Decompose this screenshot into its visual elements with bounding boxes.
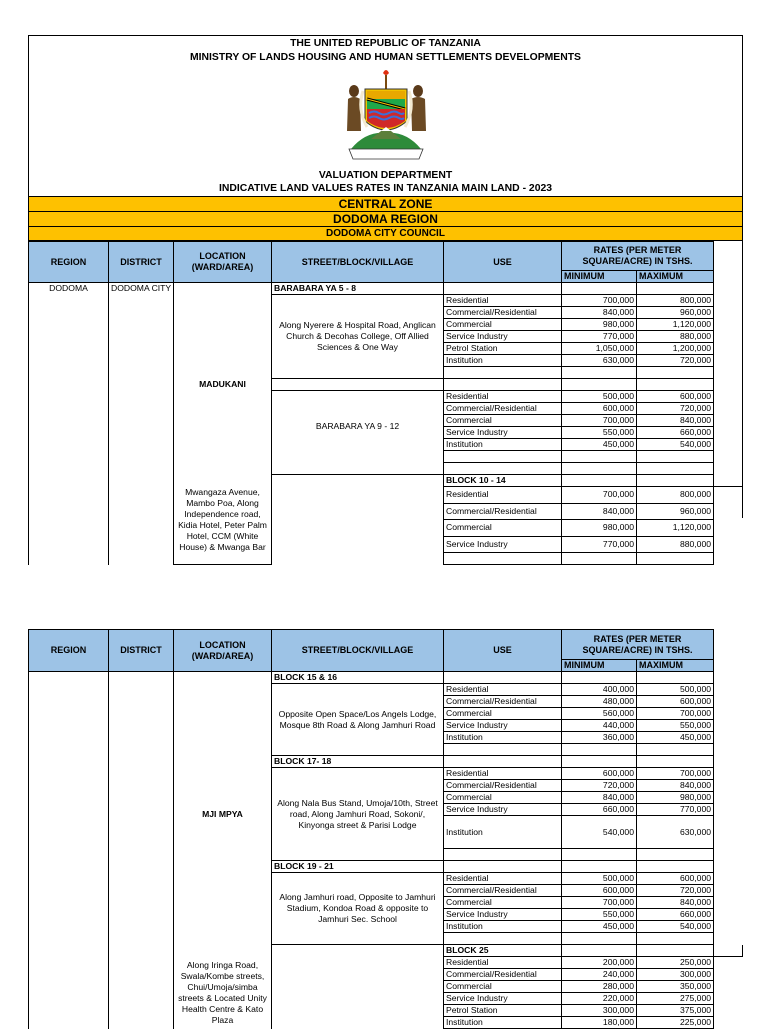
max-cell: 1,200,000 — [637, 343, 714, 355]
street-header: STREET/BLOCK/VILLAGE — [272, 242, 444, 283]
use-cell: Service Industry — [444, 536, 562, 553]
use-cell: Petrol Station — [444, 343, 562, 355]
council-band: DODOMA CITY COUNCIL — [28, 226, 743, 241]
use-cell: Service Industry — [444, 993, 562, 1005]
use-cell: Commercial — [444, 981, 562, 993]
min-cell: 240,000 — [562, 969, 637, 981]
use-cell: Institution — [444, 1017, 562, 1029]
max-cell: 840,000 — [637, 897, 714, 909]
use-cell: Residential — [444, 391, 562, 403]
max-cell: 350,000 — [637, 981, 714, 993]
rates-header: RATES (PER METER SQUARE/ACRE) IN TSHS. — [562, 242, 714, 271]
min-cell: 550,000 — [562, 909, 637, 921]
min-cell: 770,000 — [562, 331, 637, 343]
use-cell: Commercial/Residential — [444, 503, 562, 520]
max-cell: 450,000 — [637, 732, 714, 744]
district-header: DISTRICT — [109, 630, 174, 672]
min-cell: 1,050,000 — [562, 343, 637, 355]
block-description: Opposite Open Space/Los Angels Lodge, Mosque 8th Road & Along Jamhuri Road — [272, 684, 444, 756]
rates-header: RATES (PER METER SQUARE/ACRE) IN TSHS. — [562, 630, 714, 660]
use-cell: Commercial/Residential — [444, 696, 562, 708]
use-cell: Institution — [444, 921, 562, 933]
max-cell: 840,000 — [637, 780, 714, 792]
use-cell: Commercial — [444, 415, 562, 427]
max-cell: 600,000 — [637, 873, 714, 885]
max-cell: 540,000 — [637, 921, 714, 933]
location-header: LOCATION (WARD/AREA) — [174, 630, 272, 672]
use-cell: Residential — [444, 487, 562, 504]
max-cell: 720,000 — [637, 885, 714, 897]
min-cell: 840,000 — [562, 503, 637, 520]
region-cell: DODOMA — [29, 283, 109, 565]
use-cell: Residential — [444, 768, 562, 780]
use-cell: Commercial/Residential — [444, 969, 562, 981]
use-cell: Service Industry — [444, 427, 562, 439]
use-cell: Commercial/Residential — [444, 780, 562, 792]
min-cell: 200,000 — [562, 957, 637, 969]
min-cell: 480,000 — [562, 696, 637, 708]
max-cell: 540,000 — [637, 439, 714, 451]
use-cell: Service Industry — [444, 331, 562, 343]
ministry-title: MINISTRY OF LANDS HOUSING AND HUMAN SETTLEMENTS DEVELOPMENTS — [189, 52, 581, 63]
maximum-header: MAXIMUM — [637, 660, 714, 672]
use-cell: Residential — [444, 295, 562, 307]
max-cell: 800,000 — [637, 487, 714, 504]
block-title: BARABARA YA 5 - 8 — [272, 283, 444, 295]
use-header: USE — [444, 242, 562, 283]
min-cell: 700,000 — [562, 415, 637, 427]
use-cell: Institution — [444, 816, 562, 849]
zone-band: CENTRAL ZONE — [28, 196, 743, 211]
use-cell: Commercial — [444, 708, 562, 720]
use-cell: Service Industry — [444, 720, 562, 732]
minimum-header: MINIMUM — [562, 660, 637, 672]
block-description: Along Iringa Road, Swala/Kombe streets, Chui/Umoja/simba streets & Located Unity Health Centre & Kato Plaza — [174, 957, 272, 1029]
department-title: VALUATION DEPARTMENT — [318, 170, 453, 181]
max-cell: 880,000 — [637, 331, 714, 343]
max-cell: 250,000 — [637, 957, 714, 969]
min-cell: 700,000 — [562, 295, 637, 307]
max-cell: 660,000 — [637, 909, 714, 921]
max-cell: 1,120,000 — [637, 319, 714, 331]
min-cell: 720,000 — [562, 780, 637, 792]
min-cell: 360,000 — [562, 732, 637, 744]
min-cell: 540,000 — [562, 816, 637, 849]
max-cell: 720,000 — [637, 403, 714, 415]
use-cell: Petrol Station — [444, 1005, 562, 1017]
max-cell: 550,000 — [637, 720, 714, 732]
min-cell: 980,000 — [562, 520, 637, 537]
rates-table-page-one — [28, 241, 743, 565]
block-description: Along Nyerere & Hospital Road, Anglican Church & Decohas College, Off Allied Sciences & One Way — [272, 295, 444, 379]
max-cell: 630,000 — [637, 816, 714, 849]
max-cell: 770,000 — [637, 804, 714, 816]
maximum-header: MAXIMUM — [637, 271, 714, 283]
use-cell: Service Industry — [444, 804, 562, 816]
max-cell: 700,000 — [637, 708, 714, 720]
min-cell: 600,000 — [562, 768, 637, 780]
min-cell: 550,000 — [562, 427, 637, 439]
min-cell: 300,000 — [562, 1005, 637, 1017]
block-title: BLOCK 15 & 16 — [272, 672, 444, 684]
republic-title: THE UNITED REPUBLIC OF TANZANIA — [290, 38, 481, 49]
use-cell: Institution — [444, 355, 562, 367]
page-one — [28, 35, 743, 565]
rates-table-page-two — [28, 629, 743, 1029]
max-cell: 375,000 — [637, 1005, 714, 1017]
min-cell: 450,000 — [562, 439, 637, 451]
max-cell: 960,000 — [637, 307, 714, 319]
max-cell: 600,000 — [637, 391, 714, 403]
max-cell: 840,000 — [637, 415, 714, 427]
block-description: Mwangaza Avenue, Mambo Poa, Along Independence road, Kidia Hotel, Peter Palm Hotel, CCM (White House) & Mwanga Bar — [174, 487, 272, 553]
min-cell: 600,000 — [562, 885, 637, 897]
use-cell: Commercial/Residential — [444, 307, 562, 319]
region-header: REGION — [29, 630, 109, 672]
district-header: DISTRICT — [109, 242, 174, 283]
use-cell: Service Industry — [444, 909, 562, 921]
page-two — [28, 629, 743, 1029]
min-cell: 700,000 — [562, 897, 637, 909]
use-cell: Residential — [444, 873, 562, 885]
block-description: Along Jamhuri road, Opposite to Jamhuri Stadium, Kondoa Road & opposite to Jamhuri Sec. School — [272, 873, 444, 945]
use-cell: Residential — [444, 684, 562, 696]
max-cell: 1,120,000 — [637, 520, 714, 537]
min-cell: 560,000 — [562, 708, 637, 720]
use-cell: Residential — [444, 957, 562, 969]
max-cell: 275,000 — [637, 993, 714, 1005]
block-title: BLOCK 25 — [444, 945, 562, 957]
min-cell: 600,000 — [562, 403, 637, 415]
use-cell: Commercial/Residential — [444, 403, 562, 415]
max-cell: 600,000 — [637, 696, 714, 708]
max-cell: 700,000 — [637, 768, 714, 780]
min-cell: 700,000 — [562, 487, 637, 504]
max-cell: 800,000 — [637, 295, 714, 307]
min-cell: 450,000 — [562, 921, 637, 933]
block-title: BLOCK 19 - 21 — [272, 861, 444, 873]
document-subtitle: INDICATIVE LAND VALUES RATES IN TANZANIA MAIN LAND - 2023 — [218, 183, 553, 194]
use-header: USE — [444, 630, 562, 672]
use-cell: Commercial — [444, 319, 562, 331]
min-cell: 400,000 — [562, 684, 637, 696]
max-cell: 225,000 — [637, 1017, 714, 1029]
district-cell: DODOMA CITY — [109, 283, 174, 565]
min-cell: 180,000 — [562, 1017, 637, 1029]
min-cell: 660,000 — [562, 804, 637, 816]
max-cell: 880,000 — [637, 536, 714, 553]
location-header: LOCATION (WARD/AREA) — [174, 242, 272, 283]
min-cell: 980,000 — [562, 319, 637, 331]
max-cell: 720,000 — [637, 355, 714, 367]
min-cell: 440,000 — [562, 720, 637, 732]
block-title: BLOCK 10 - 14 — [444, 475, 562, 487]
min-cell: 220,000 — [562, 993, 637, 1005]
min-cell: 630,000 — [562, 355, 637, 367]
use-cell: Commercial — [444, 520, 562, 537]
min-cell: 280,000 — [562, 981, 637, 993]
block-title: BLOCK 17- 18 — [272, 756, 444, 768]
block-description: Along Nala Bus Stand, Umoja/10th, Street road, Along Jamhuri Road, Sokoni/, Kinyonga street & Parisi Lodge — [272, 768, 444, 861]
use-cell: Commercial — [444, 792, 562, 804]
ward-cell: MADUKANI — [174, 283, 272, 487]
min-cell: 840,000 — [562, 792, 637, 804]
max-cell: 500,000 — [637, 684, 714, 696]
region-band: DODOMA REGION — [28, 211, 743, 226]
use-cell: Commercial/Residential — [444, 885, 562, 897]
min-cell: 840,000 — [562, 307, 637, 319]
max-cell: 660,000 — [637, 427, 714, 439]
minimum-header: MINIMUM — [562, 271, 637, 283]
min-cell: 500,000 — [562, 391, 637, 403]
use-cell: Institution — [444, 439, 562, 451]
use-cell: Commercial — [444, 897, 562, 909]
block-description: BARABARA YA 9 - 12 — [272, 391, 444, 463]
region-header: REGION — [29, 242, 109, 283]
coat-of-arms-emblem — [341, 69, 431, 161]
min-cell: 500,000 — [562, 873, 637, 885]
min-cell: 770,000 — [562, 536, 637, 553]
street-header: STREET/BLOCK/VILLAGE — [272, 630, 444, 672]
ward-cell: MJI MPYA — [174, 672, 272, 957]
max-cell: 300,000 — [637, 969, 714, 981]
use-cell: Institution — [444, 732, 562, 744]
max-cell: 960,000 — [637, 503, 714, 520]
max-cell: 980,000 — [637, 792, 714, 804]
